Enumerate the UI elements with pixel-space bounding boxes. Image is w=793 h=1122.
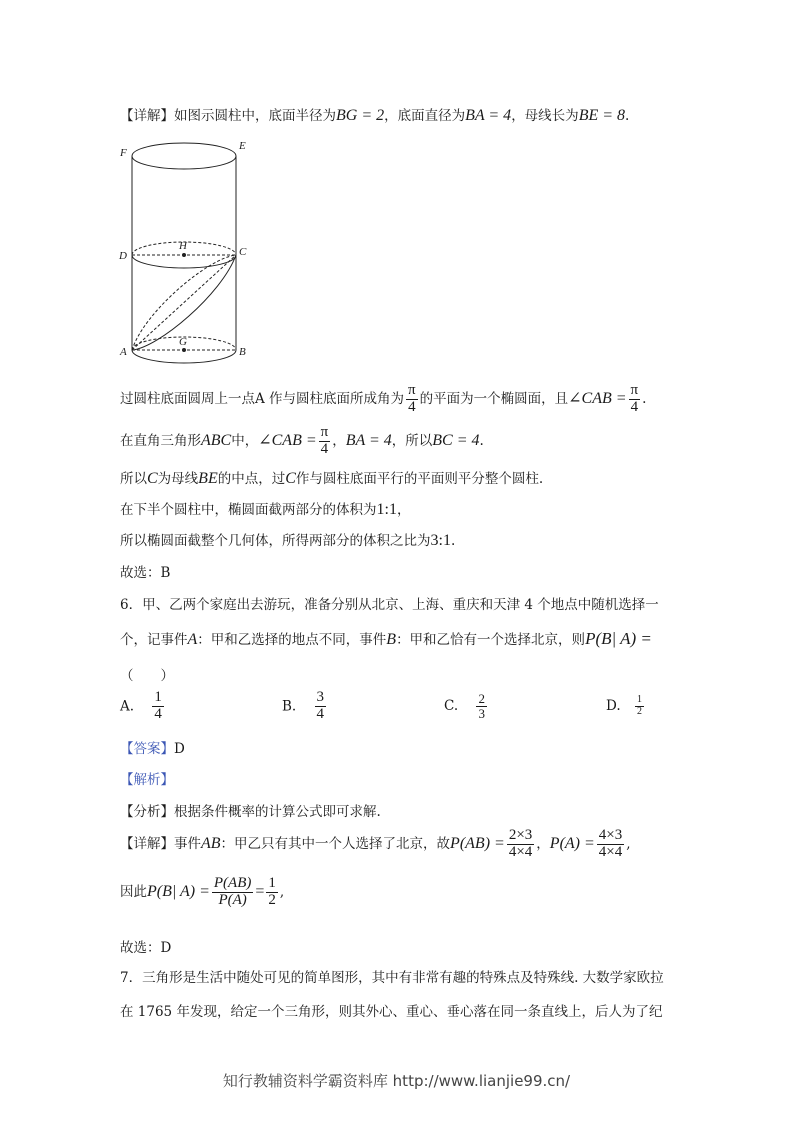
s1-frac2-den: 4 [630,398,639,415]
option-d-letter: D. [606,698,621,714]
s7-line: 故选：D [120,940,172,956]
detail3-frac1-den: P(A) [218,891,247,908]
q6-option-b[interactable] [282,690,328,723]
label-b: B [239,346,246,358]
answer-tag: 【答案】 [120,741,174,757]
detail2-pa: P(A) = [549,834,595,852]
q6-option-d[interactable] [606,695,646,717]
option-d-frac [635,695,644,717]
s2-line [120,425,484,458]
s1-frac1-den: 4 [408,398,416,415]
s4-text-a: 在下半个圆柱中，椭圆面截两部分的体积为 [120,502,377,518]
s5-text-a: 所以椭圆面截整个几何体，所得两部分的体积之比为 [120,533,431,549]
detail3-frac2-den: 2 [268,891,276,908]
detail2-ab: AB [201,834,221,852]
s1-frac1-num: π [408,382,416,398]
q7-line2: 在 1765 年发现，给定一个三角形，则其外心、重心、垂心落在同一条直线上，后人为了纪 [120,1004,663,1020]
point-g [182,348,186,352]
detail2-text-b: ：甲乙只有其中一个人选择了北京，故 [220,835,451,852]
s2-text-c: ， [332,432,346,449]
detail-intro-prefix: 【详解】如图示圆柱中，底面半径为 [120,108,336,124]
s4-ratio: 1:1 [376,501,397,518]
s2-text-b: 中， [231,432,259,449]
q6-text-a: 个，记事件 [120,632,188,648]
detail2-frac1 [507,828,534,861]
detail2-pab: P(AB) = [450,834,505,852]
detail3-line [120,876,284,909]
s1-text-c: . [642,390,647,407]
detail3-frac2-num: 1 [268,875,276,891]
detail3-frac1-num: P(AB) [213,875,252,891]
s5-ratio: 3:1 [430,532,451,549]
eq-bg: BG = 2 [336,107,385,124]
option-a-num: 1 [154,689,162,705]
s1-line [120,383,646,416]
s1-frac2 [629,383,641,416]
detail2-text-c: ， [536,835,550,852]
s5-text-b: . [450,533,456,549]
option-a-letter: A. [120,698,135,715]
detail-intro-mid2: ，母线长为 [511,108,579,124]
s2-eq-bc: BC = 4 [432,431,480,449]
option-a-den: 4 [154,705,162,722]
s1-text-b: 的平面为一个椭圆面，且 [419,390,569,407]
option-c-frac [476,692,487,720]
s1-frac2-num: π [630,382,639,398]
option-b-den: 4 [316,705,325,722]
s2-triangle: ABC [201,431,232,449]
option-d-den: 2 [636,705,642,717]
q6-option-a[interactable] [120,690,166,723]
q6-text-b: ：甲和乙选择的地点不同，事件 [197,632,387,648]
s2-frac-den: 4 [320,440,329,457]
s3-var-c: C [147,470,158,487]
fenxi-line: 【分析】根据条件概率的计算公式即可求解. [120,804,381,820]
option-c-den: 3 [478,705,485,721]
q6-paren: （ ） [120,668,174,684]
option-a-frac [152,690,164,723]
s3-var-be: BE [198,470,218,487]
top-ellipse [132,143,236,169]
q6-var-b: B [386,631,397,648]
label-a: A [120,346,127,358]
q6-expr: P(B| A) = [585,629,652,648]
s4-text-b: ， [396,502,411,518]
q6-var-a: A [187,631,198,648]
q6-line1: 6．甲、乙两个家庭出去游玩，准备分别从北京、上海、重庆和天津 4 个地点中随机选择一 [120,597,659,613]
label-h: H [179,240,187,252]
q6-line2 [120,628,652,649]
detail3-pba: P(B| A) = [147,882,210,900]
s1-frac1 [406,383,418,416]
cylinder-figure [118,134,258,364]
s3-var-c2: C [285,470,296,487]
detail3-text-a: 因此 [120,883,147,900]
s3-text-a: 所以 [120,471,147,487]
eq-be: BE = 8 [578,107,626,124]
q6-text-c: ：甲和乙恰有一个选择北京，则 [396,632,586,648]
label-f: F [120,147,127,159]
s4-line [120,498,410,519]
detail3-frac1 [212,876,253,909]
detail-intro-mid1: ，底面直径为 [384,108,466,124]
q6-option-c[interactable] [444,692,489,720]
label-c: C [239,246,247,258]
option-b-num: 3 [316,689,325,705]
s3-text-c: 的中点，过 [217,471,286,487]
analysis-tag: 【解析】 [120,772,174,788]
s3-line [120,467,543,488]
s6-line: 故选：B [120,565,171,581]
label-e: E [239,140,246,152]
option-c-letter: C. [444,698,459,715]
eq-ba: BA = 4 [465,107,512,124]
s2-eq-ba: BA = 4 [345,431,392,449]
detail2-line [120,828,631,861]
detail2-frac2-num: 4×3 [598,827,623,843]
detail2-frac2-den: 4×4 [598,843,623,860]
detail2-frac1-den: 4×4 [508,843,533,860]
detail2-frac1-num: 2×3 [508,827,533,843]
s1-text-a: 过圆柱底面圆周上一点A 作与圆柱底面所成角为 [120,390,405,407]
detail2-frac2 [597,828,624,861]
s2-angle: ∠CAB = [258,431,317,449]
s5-line [120,529,455,550]
detail3-text-b: , [279,883,285,900]
label-g: G [179,336,187,348]
detail2-text-d: , [626,835,631,852]
answer-line [120,737,185,757]
option-b-letter: B. [282,698,297,715]
detail-intro-line [120,104,629,125]
detail2-text-a: 【详解】事件 [120,835,201,852]
detail-intro-end: . [625,108,630,124]
point-h [182,253,186,257]
s2-text-d: ，所以 [391,432,433,449]
answer-value: D [174,741,185,757]
option-c-num: 2 [478,691,485,706]
s2-frac [319,425,331,458]
q7-line1: 7．三角形是生活中随处可见的简单图形，其中有非常有趣的特殊点及特殊线. 大数学家欧拉 [120,970,664,986]
detail3-frac2 [266,876,278,909]
s3-text-b: 为母线 [157,471,199,487]
s2-frac-num: π [320,424,329,440]
s2-text-a: 在直角三角形 [120,432,201,449]
s1-angle: ∠CAB = [568,389,627,407]
option-d-num: 1 [636,694,642,705]
s3-text-d: 作与圆柱底面平行的平面则平分整个圆柱. [295,471,544,487]
s2-text-e: . [479,432,484,449]
label-d: D [119,250,127,262]
detail3-eq: = [255,882,265,900]
option-b-frac [315,690,327,723]
footer-watermark: 知行教辅资料学霸资料库 http://www.lianjie99.cn/ [222,1072,571,1090]
